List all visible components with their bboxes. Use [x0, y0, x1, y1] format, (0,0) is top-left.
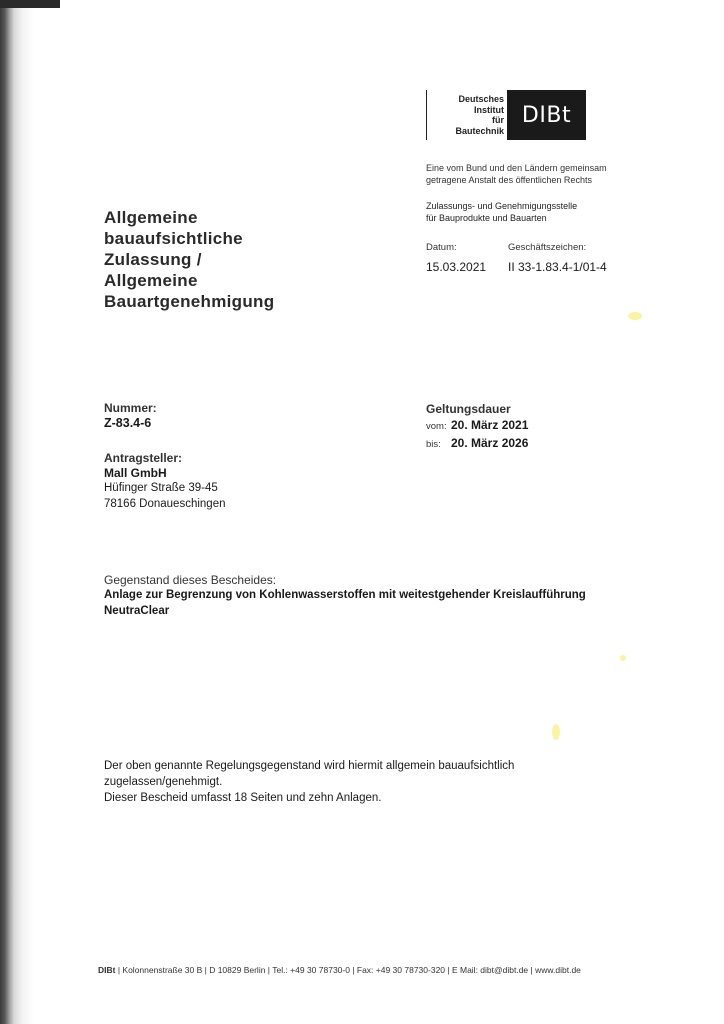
scan-speck: [628, 312, 642, 320]
number-label: Nummer:: [104, 401, 157, 415]
title-line: Zulassung /: [104, 250, 202, 269]
date-label: Datum:: [426, 242, 457, 253]
institution-line: Eine vom Bund und den Ländern gemeinsam: [426, 163, 607, 173]
logo-line: Bautechnik: [455, 125, 504, 136]
office-name: [426, 200, 577, 224]
reference-value: II 33-1.83.4-1/01-4: [508, 260, 607, 274]
applicant-label: Antragsteller:: [104, 451, 183, 465]
valid-from-value: 20. März 2021: [451, 418, 529, 432]
title-line: Bauartgenehmigung: [104, 292, 275, 311]
scan-speck: [552, 724, 560, 740]
title-line: Allgemeine: [104, 208, 198, 227]
institution-line: getragene Anstalt des öffentlichen Rechts: [426, 175, 592, 185]
document-title: [104, 207, 364, 312]
office-line: für Bauprodukte und Bauarten: [426, 213, 547, 223]
logo-line: Institut: [474, 104, 504, 115]
valid-to-label: bis:: [426, 439, 441, 450]
statement-line-3: Dieser Bescheid umfasst 18 Seiten und zehn Anlagen.: [104, 792, 382, 804]
logo-mark: DIBt: [507, 90, 586, 140]
subject-line-2: NeutraClear: [104, 605, 170, 617]
valid-to-value: 20. März 2026: [451, 436, 529, 450]
title-line: Allgemeine: [104, 271, 198, 290]
logo-wordmark: [426, 94, 504, 136]
title-line: bauaufsichtliche: [104, 229, 243, 248]
office-line: Zulassungs- und Genehmigungsstelle: [426, 201, 578, 211]
scan-speck: [620, 655, 626, 661]
page-footer: [98, 965, 581, 975]
validity-label: Geltungsdauer: [426, 402, 511, 416]
date-value: 15.03.2021: [426, 260, 487, 274]
footer-org: DIBt: [98, 965, 116, 975]
subject-line-1: Anlage zur Begrenzung von Kohlenwasserstoffen mit weitestgehender Kreislaufführung: [104, 589, 586, 601]
scan-edge-shadow: [0, 0, 34, 1024]
dibt-logo: [426, 90, 586, 142]
reference-label: Geschäftszeichen:: [508, 242, 587, 253]
valid-from-label: vom:: [426, 421, 447, 432]
applicant-city: 78166 Donaueschingen: [104, 498, 226, 510]
applicant-street: Hüfinger Straße 39-45: [104, 482, 218, 494]
statement-line-1: Der oben genannte Regelungsgegenstand wird hiermit allgemein bauaufsichtlich: [104, 760, 515, 772]
statement-line-2: zugelassen/genehmigt.: [104, 776, 223, 788]
footer-contact: | Kolonnenstraße 30 B | D 10829 Berlin | Tel.: +49 30 78730-0 | Fax: +49 30 78730-320 | E Mail: dibt@dibt.de | www.dibt.de: [115, 965, 581, 975]
number-value: Z-83.4-6: [104, 416, 152, 430]
applicant-name: Mall GmbH: [104, 466, 167, 480]
scan-edge-top: [0, 0, 60, 8]
subject-label: Gegenstand dieses Bescheides:: [104, 573, 277, 587]
logo-line: Deutsches: [458, 94, 504, 104]
institution-description: [426, 162, 607, 186]
logo-line: für: [492, 115, 504, 125]
